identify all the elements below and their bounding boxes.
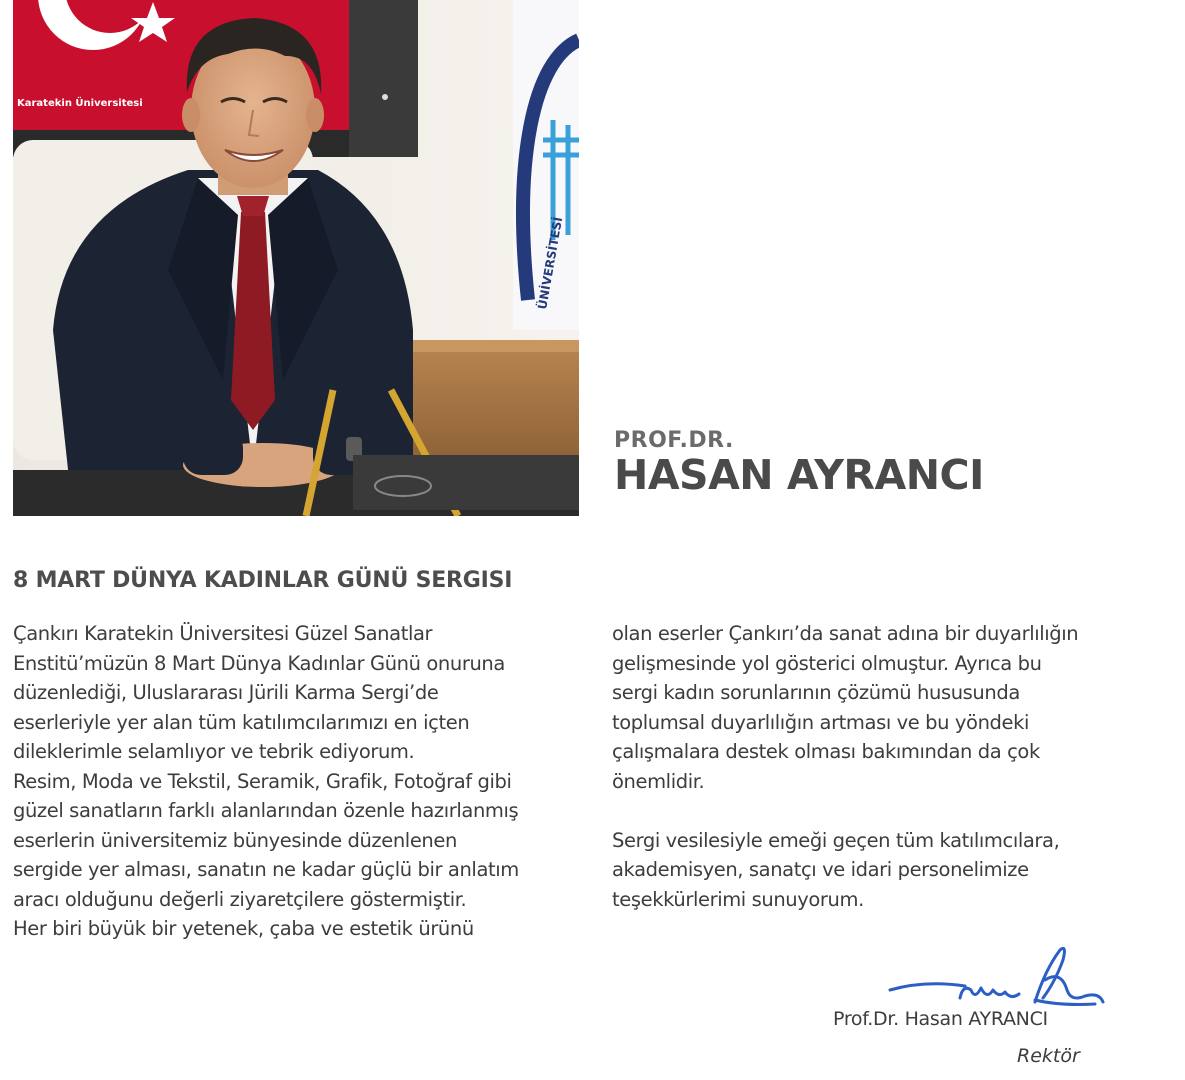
message-column-right (612, 619, 1078, 914)
text-line: teşekkürlerimi sunuyorum. (612, 887, 864, 911)
text-line: Çankırı Karatekin Üniversitesi Güzel Sanatlar (13, 622, 433, 645)
paragraph-gap (612, 796, 1078, 826)
text-line: eserleriyle yer alan tüm katılımcılarımızı en içten (13, 710, 470, 734)
text-line: dileklerimle selamlıyor ve tebrik ediyorum. (13, 740, 415, 763)
exhibition-heading: 8 MART DÜNYA KADINLAR GÜNÜ SERGISI (13, 568, 513, 593)
text-line: olan eserler Çankırı’da sanat adına bir duyarlılığın (612, 622, 1079, 645)
text-line: gelişmesinde yol gösterici olmuştur. Ayrıca bu (612, 651, 1042, 675)
banner-text: Karatekin Üniversitesi (17, 98, 143, 109)
text-line: güzel sanatların farklı alanlarından özenle hazırlanmış (13, 799, 519, 822)
signatory-role: Rektör (1017, 1045, 1080, 1067)
text-line: eserlerin üniversitemiz bünyesinde düzenlenen (13, 828, 457, 852)
person-name: HASAN AYRANCI (614, 451, 984, 499)
text-line: düzenlediği, Uluslararası Jürili Karma Sergi’de (13, 681, 439, 704)
text-line: önemlidir. (612, 769, 705, 793)
handwritten-signature (885, 940, 1110, 1015)
academic-title: PROF.DR. (614, 428, 734, 453)
text-line: Sergi vesilesiyle emeği geçen tüm katılımcılara, (612, 828, 1060, 852)
rector-photo (13, 0, 579, 516)
text-line: sergide yer alması, sanatın ne kadar güçlü bir anlatım (13, 858, 519, 881)
text-line: çalışmalara destek olması bakımından da çok (612, 740, 1040, 763)
message-column-left (13, 619, 519, 944)
text-line: Resim, Moda ve Tekstil, Seramik, Grafik, Fotoğraf gibi (13, 769, 512, 793)
signatory-name: Prof.Dr. Hasan AYRANCI (833, 1008, 1048, 1030)
text-line: Enstitü’müzün 8 Mart Dünya Kadınlar Günü onuruna (13, 651, 505, 675)
text-line: toplumsal duyarlılığın artması ve bu yöndeki (612, 710, 1030, 734)
logo-text: ÜNİVERSİTESİ (535, 215, 566, 311)
text-line: akademisyen, sanatçı ve idari personelimize (612, 858, 1029, 881)
text-line: aracı olduğunu değerli ziyaretçilere göstermiştir. (13, 887, 467, 911)
text-line: sergi kadın sorunlarının çözümü hususunda (612, 681, 1020, 704)
name-block (614, 428, 984, 499)
text-line: Her biri büyük bir yetenek, çaba ve estetik ürünü (13, 917, 474, 940)
